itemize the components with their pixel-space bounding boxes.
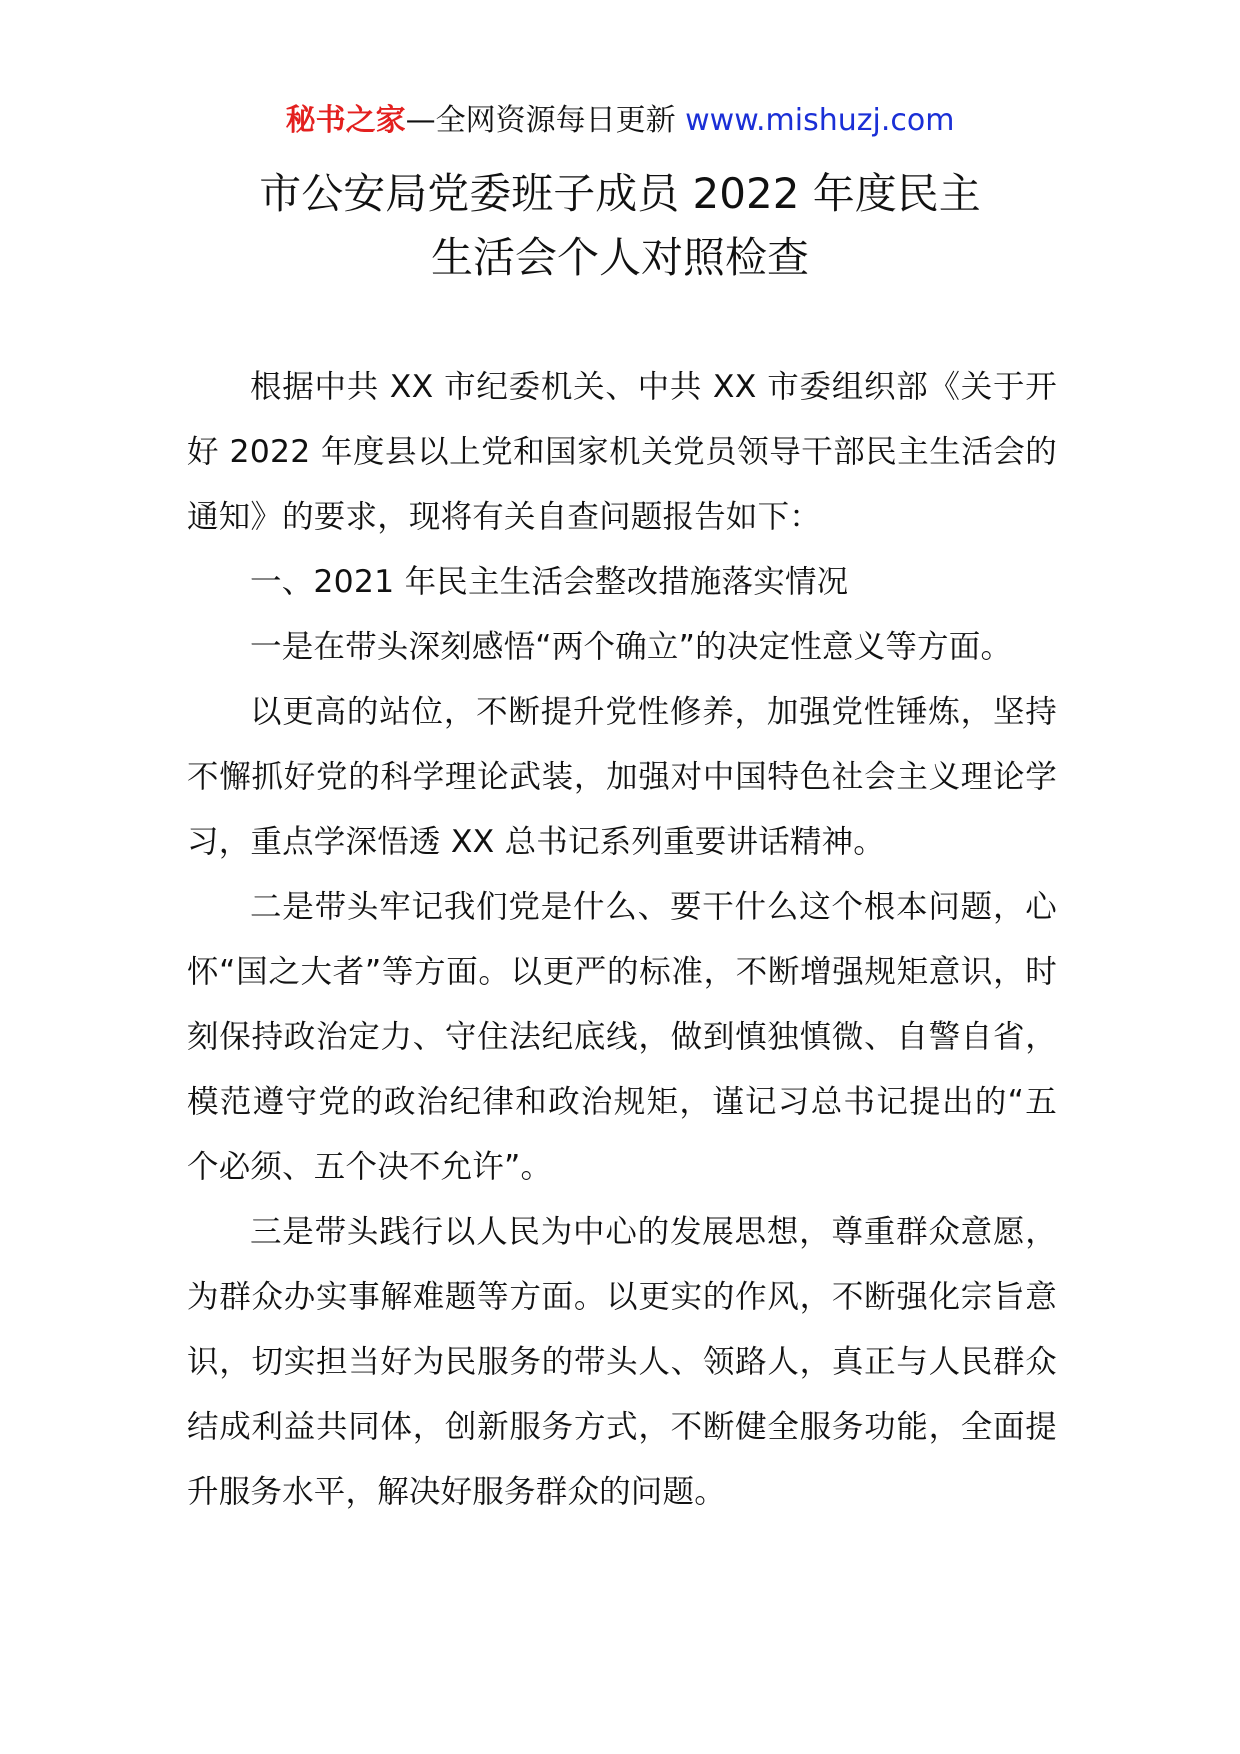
paragraph-point-1-detail: 以更高的站位，不断提升党性修养，加强党性锤炼，坚持不懈抓好党的科学理论武装，加强对中国特色社会主义理论学习，重点学深悟透 XX 总书记系列重要讲话精神。 [187,694,1057,860]
site-url-link[interactable]: www.mishuzj.com [685,103,955,138]
paragraph-point-1: 一是在带头深刻感悟“两个确立”的决定性意义等方面。 [250,629,1013,665]
document-title [0,162,1240,290]
header-tagline: —全网资源每日更新 [405,103,686,138]
title-line-1: 市公安局党委班子成员 2022 年度民主 [259,169,981,218]
section-heading-1: 一、2021 年民主生活会整改措施落实情况 [250,564,849,600]
document-body [187,355,1057,1525]
paragraph-intro: 根据中共 XX 市纪委机关、中共 XX 市委组织部《关于开好 2022 年度县以上党和国家机关党员领导干部民主生活会的通知》的要求，现将有关自查问题报告如下： [187,369,1057,535]
paragraph-point-3: 三是带头践行以人民为中心的发展思想，尊重群众意愿，为群众办实事解难题等方面。以更实的作风，不断强化宗旨意识，切实担当好为民服务的带头人、领路人，真正与人民群众结成利益共同体，创新服务方式，不断健全服务功能，全面提升服务水平，解决好服务群众的问题。 [187,1214,1057,1510]
brand-name: 秘书之家 [285,103,406,138]
paragraph-point-2: 二是带头牢记我们党是什么、要干什么这个根本问题，心怀“国之大者”等方面。以更严的标准，不断增强规矩意识，时刻保持政治定力、守住法纪底线，做到慎独慎微、自警自省，模范遵守党的政治纪律和政治规矩，谨记习总书记提出的“五个必须、五个决不允许”。 [187,889,1057,1185]
site-header [0,101,1240,141]
title-line-2: 生活会个人对照检查 [430,233,809,282]
